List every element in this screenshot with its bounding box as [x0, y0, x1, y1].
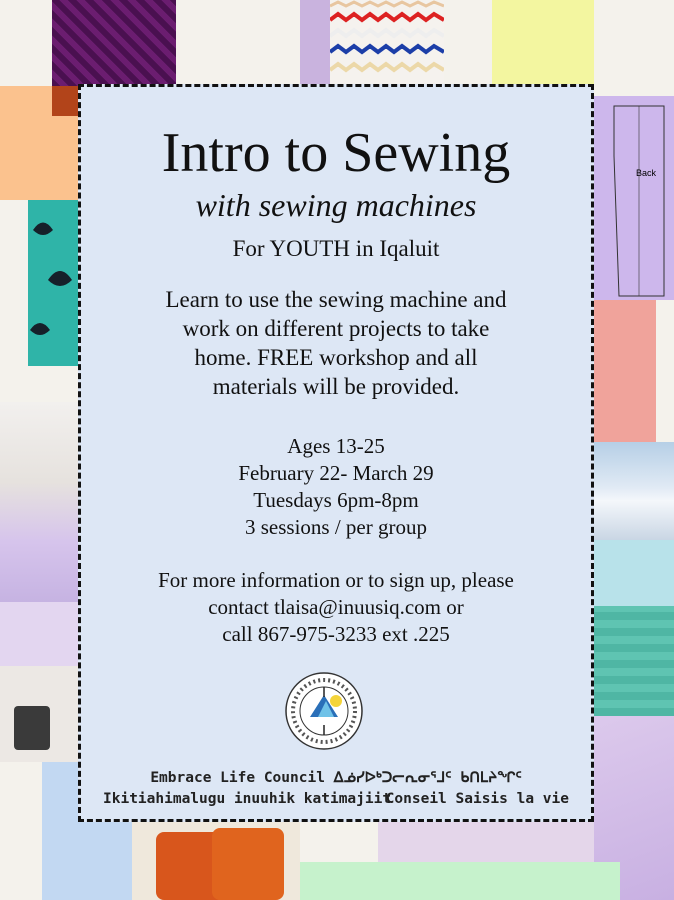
org-name-english-inuktitut: Embrace Life Council ᐃᓅᓯᐅᒃᑐᓕᕆᓂᕐᒧᑦ ᑲᑎᒪᔨᖏᑦ: [150, 770, 522, 786]
ric-rac-trim-photo: [330, 0, 444, 84]
sewing-machine-photo: [0, 402, 78, 602]
snowy-landscape-photo: [594, 442, 674, 540]
sewing-pattern-photo: [594, 96, 674, 300]
fabric-print-pattern: [28, 200, 78, 366]
contact-line: contact tlaisa@inuusiq.com or: [208, 595, 464, 619]
mint-block: [300, 862, 620, 900]
event-details: [81, 433, 591, 541]
description-line: work on different projects to take: [182, 316, 490, 341]
ric-rac-trim-illustration: [330, 0, 444, 84]
schedule: Tuesdays 6pm-8pm: [253, 488, 419, 512]
svg-text:Back: Back: [636, 168, 657, 178]
lilac-block: [0, 602, 78, 666]
orange-cushion: [212, 828, 284, 900]
description-line: Learn to use the sewing machine and: [165, 287, 507, 312]
cushions-photo: [132, 822, 300, 900]
poster-title: Intro to Sewing: [161, 122, 511, 184]
description: [107, 285, 565, 401]
lavender-block: [300, 0, 330, 84]
plant-pot-photo: [0, 666, 78, 762]
age-range: Ages 13-25: [287, 434, 385, 458]
trouser-pattern-illustration: [594, 96, 674, 300]
poster-subtitle: with sewing machines: [195, 187, 477, 223]
teal-pattern-block: [594, 606, 674, 716]
coral-block: [594, 300, 656, 442]
plant-pot: [14, 706, 50, 750]
audience-line: For YOUTH in Iqaluit: [232, 236, 440, 261]
org-name-inuinnaqtun: Ikitiahimalugu inuuhik katimajiit: [103, 791, 392, 807]
description-line: materials will be provided.: [212, 374, 460, 399]
contact-info: [81, 567, 591, 648]
rust-strip: [52, 86, 78, 116]
teal-printed-fabric-photo: [28, 200, 78, 366]
sewing-tools-photo: [378, 822, 594, 862]
pale-yellow-block: [492, 0, 594, 84]
description-line: home. FREE workshop and all: [194, 345, 478, 370]
session-count: 3 sessions / per group: [245, 515, 427, 539]
contact-line: call 867-975-3233 ext .225: [222, 622, 450, 646]
contact-line: For more information or to sign up, please: [158, 568, 514, 592]
quilted-fabric-photo: [52, 0, 176, 86]
embrace-life-council-logo: [284, 671, 364, 751]
date-range: February 22- March 29: [238, 461, 434, 485]
org-name-french: Conseil Saisis la vie: [385, 791, 569, 807]
light-cyan-block: [594, 540, 674, 606]
poster-card: [78, 84, 594, 822]
